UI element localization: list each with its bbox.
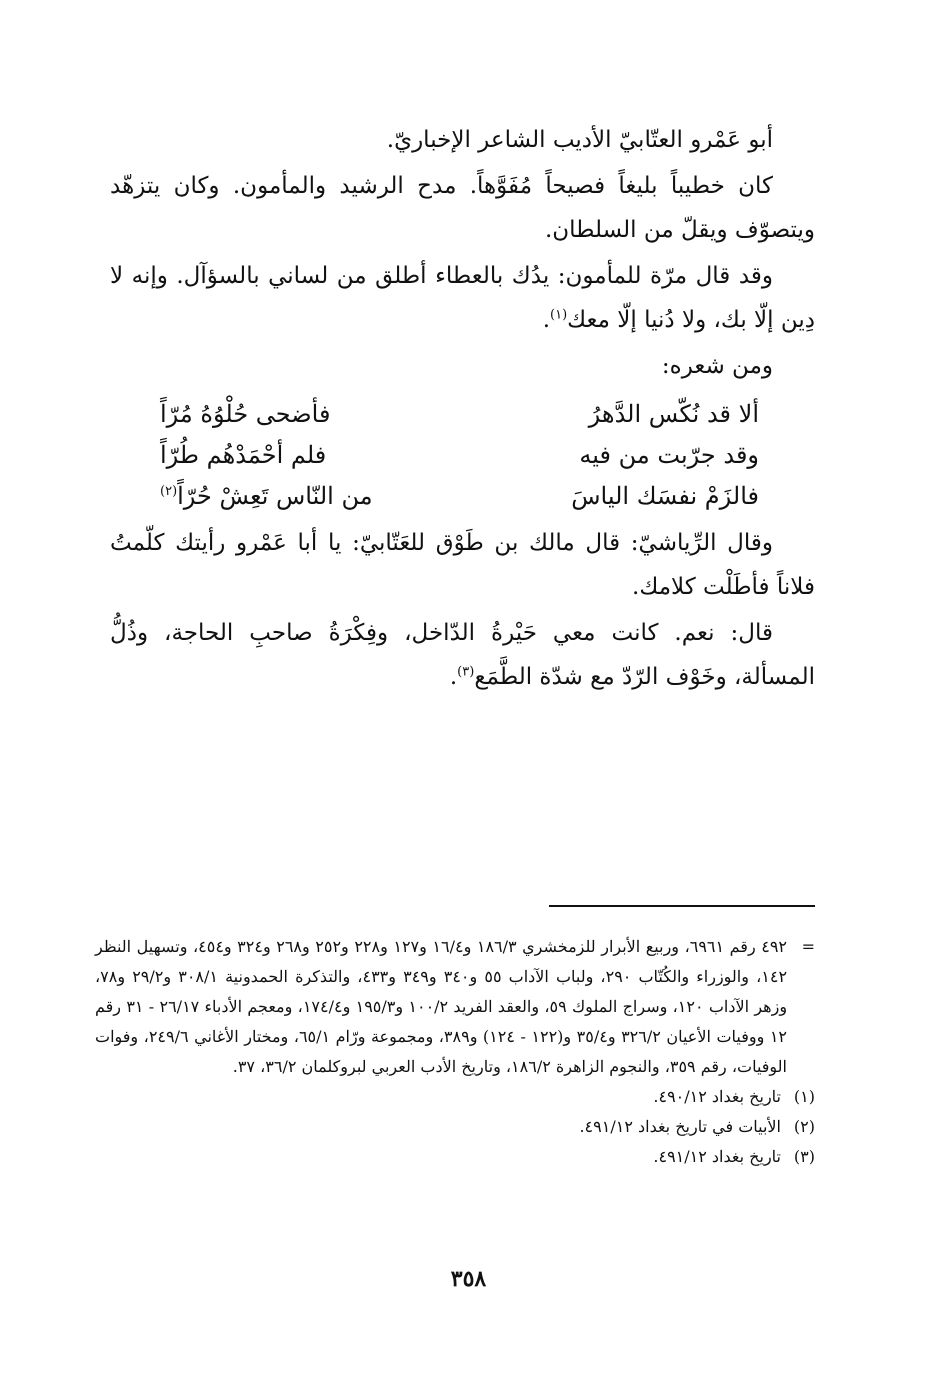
poem-verse xyxy=(110,476,815,517)
poem-hemistich-right: فالزَمْ نفسَك الياسَ xyxy=(571,482,759,510)
page-number: ٣٥٨ xyxy=(450,1266,487,1292)
footnote-number: (٣) xyxy=(793,1147,815,1166)
paragraph-riyashi: وقال الرِّياشيّ: قال مالك بن طَوْق للعَتّابيّ: يا أبا عَمْرو رأيتك كلّمتُ فلاناً فأطَلْت كلامك. xyxy=(110,530,815,600)
paragraph-title-line: أبو عَمْرو العتّابيّ الأديب الشاعر الإخباريّ. xyxy=(386,127,773,153)
footnote-mark-1: (١) xyxy=(550,307,568,323)
footnote-continuation xyxy=(95,932,815,1082)
paragraph-reply-end: . xyxy=(449,664,458,690)
poem-hemistich-left: فأضحى حُلْوُهُ مُرّاً xyxy=(160,400,331,428)
paragraph-quote xyxy=(110,254,815,342)
footnote-item xyxy=(95,1082,815,1112)
footnote-mark-3: (٣) xyxy=(457,664,475,680)
footnote-separator xyxy=(549,905,815,907)
paragraph-reply-text: قال: نعم. كانت معي حَيْرةُ الدّاخل، وفِكْرَةُ صاحبِ الحاجة، وذُلُّ المسألة، وخَوْف الرّدّ مع شدّة الطَّمَع xyxy=(110,620,815,690)
footnote-item xyxy=(95,1142,815,1172)
continuation-marker: = xyxy=(801,937,815,956)
footnote-text: تاريخ بغداد ٤٩٠/١٢. xyxy=(653,1087,781,1106)
poem-verse xyxy=(110,394,815,435)
footnote-continuation-text: ٤٩٢ رقم ٦٩٦١، وربيع الأبرار للزمخشري ١٨٦/٣ و١٦/٤ و١٢٧ و٢٢٨ و٢٥٢ و٢٦٨ و٣٢٤ و٤٥٤، وتسهيل النظر ١٤٢، والوزراء والكُتّاب ٢٩٠، ولباب الآداب ٥٥ و٣٤٠ و٣٤٩ و٤٣٣، والتذكرة الحمدونية ٣٠٨/١ و٢٩/٢ و٧٨، وزهر الآداب ١٢٠، وسراج الملوك ٥٩، والعقد الفريد ١٠٠/٢ و١٩٥/٣ و١٧٤/٤، ومعجم الأدباء ٢٦/١٧ - ٣١ رقم ١٢ ووفيات الأعيان ٣٢٦/٢ و٣٥/٤ و(١٢٢ - ١٢٤) و٣٨٩، ومجموعة ورّام ٦٥/١، ومختار الأغاني ٢٤٩/٦، وفوات الوفيات، رقم ٣٥٩، والنجوم الزاهرة ١٨٦/٢، وتاريخ الأدب العربي لبروكلمان ٣٦/٢، ٣٧. xyxy=(95,937,788,1076)
poem-hemistich-right: ألا قد نُكّس الدَّهرُ xyxy=(588,400,759,428)
footnote-text: تاريخ بغداد ٤٩١/١٢. xyxy=(653,1147,781,1166)
main-text xyxy=(110,118,815,701)
paragraph-quote-end: . xyxy=(542,307,550,333)
poem-hemistich-left-text: من النّاس تَعِشْ حُرّاً xyxy=(177,482,373,510)
poem-hemistich-left xyxy=(160,476,373,517)
footnote-item xyxy=(95,1112,815,1142)
paragraph-description: كان خطيباً بليغاً فصيحاً مُفَوَّهاً. مدح الرشيد والمأمون. وكان يتزهّد ويتصوّف ويقلّ من السلطان. xyxy=(110,173,815,243)
footnote-text: الأبيات في تاريخ بغداد ٤٩١/١٢. xyxy=(579,1117,781,1136)
footnote-number: (١) xyxy=(793,1087,815,1106)
footnotes xyxy=(95,932,815,1172)
paragraph-reply xyxy=(110,611,815,699)
poem-intro: ومن شعره: xyxy=(661,353,773,379)
poem-verse xyxy=(110,435,815,476)
footnote-number: (٢) xyxy=(793,1117,815,1136)
footnote-mark-2: (٢) xyxy=(160,484,178,499)
poem-hemistich-right: وقد جرّبت من فيه xyxy=(579,441,759,469)
poem xyxy=(110,394,815,517)
paragraph-quote-text: وقد قال مرّة للمأمون: يدُك بالعطاء أطلق من لساني بالسؤآل. وإنه لا دِين إلّا بك، ولا دُنيا إلّا معك xyxy=(110,263,815,333)
poem-hemistich-left: فلم أحْمَدْهُم طُرّاً xyxy=(160,441,327,469)
